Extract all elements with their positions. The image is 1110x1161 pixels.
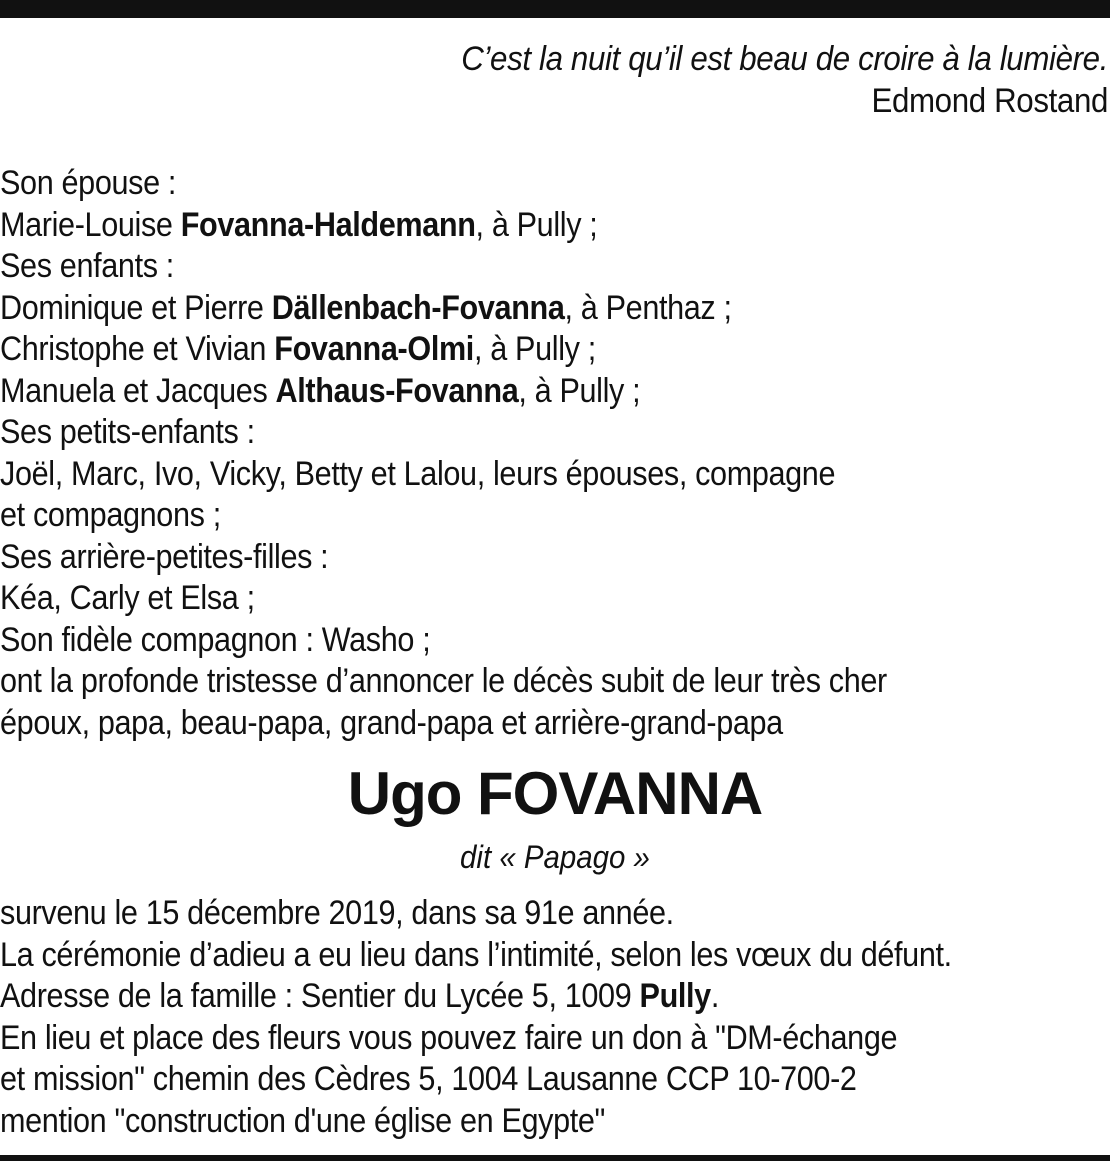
child-suffix: , à Pully ; bbox=[473, 330, 596, 368]
death-line: survenu le 15 décembre 2019, dans sa 91e année. bbox=[0, 894, 674, 932]
spouse-heading: Son épouse : bbox=[0, 164, 177, 202]
child-line bbox=[0, 329, 887, 371]
pet-line: Son fidèle compagnon : Washo ; bbox=[0, 620, 431, 659]
donation-line: En lieu et place des fleurs vous pouvez faire un don à "DM-échange bbox=[0, 1018, 898, 1057]
address-line bbox=[0, 976, 952, 1018]
great-grandchildren-heading: Ses arrière-petites-filles : bbox=[0, 537, 329, 576]
child-last: Fovanna-Olmi bbox=[274, 330, 474, 368]
deceased-name: Ugo FOVANNA bbox=[347, 760, 763, 827]
details-block bbox=[0, 893, 952, 1142]
announcement-line: ont la profonde tristesse d’annoncer le décès subit de leur très cher bbox=[0, 662, 887, 700]
child-suffix: , à Pully ; bbox=[518, 371, 641, 410]
ceremony-line: La cérémonie d’adieu a eu lieu dans l’intimité, selon les vœux du défunt. bbox=[0, 935, 952, 974]
epigraph-author: Edmond Rostand bbox=[871, 82, 1108, 120]
bottom-rule bbox=[0, 1155, 1110, 1161]
spouse-suffix: , à Pully ; bbox=[475, 205, 598, 244]
child-last: Dällenbach-Fovanna bbox=[271, 288, 565, 327]
child-line bbox=[0, 288, 887, 330]
address-city: Pully bbox=[639, 977, 711, 1015]
spouse-last: Fovanna-Haldemann bbox=[180, 205, 476, 244]
child-first: Dominique et Pierre bbox=[0, 288, 272, 327]
spouse-first: Marie-Louise bbox=[0, 205, 181, 244]
spouse-line bbox=[0, 205, 887, 247]
address-suffix: . bbox=[710, 977, 719, 1015]
child-suffix: , à Penthaz ; bbox=[564, 288, 732, 327]
grandchildren-heading: Ses petits-enfants : bbox=[0, 413, 255, 451]
top-rule bbox=[0, 0, 1110, 18]
epigraph-text: C’est la nuit qu’il est beau de croire à la lumière. bbox=[461, 40, 1108, 78]
child-first: Manuela et Jacques bbox=[0, 371, 276, 410]
address-prefix: Adresse de la famille : Sentier du Lycée 5, 1009 bbox=[0, 977, 640, 1015]
child-line bbox=[0, 371, 887, 413]
family-list bbox=[0, 163, 887, 744]
epigraph bbox=[461, 38, 1108, 122]
announcement-line: époux, papa, beau-papa, grand-papa et arrière-grand-papa bbox=[0, 703, 783, 742]
deceased-nickname: dit « Papago » bbox=[460, 839, 650, 875]
grandchildren-line: et compagnons ; bbox=[0, 496, 221, 534]
donation-line: et mission" chemin des Cèdres 5, 1004 Lausanne CCP 10-700-2 bbox=[0, 1060, 857, 1098]
great-grandchildren-line: Kéa, Carly et Elsa ; bbox=[0, 579, 255, 617]
children-heading: Ses enfants : bbox=[0, 247, 174, 285]
donation-line: mention "construction d'une église en Egypte" bbox=[0, 1101, 606, 1140]
child-last: Althaus-Fovanna bbox=[275, 371, 519, 410]
child-first: Christophe et Vivian bbox=[0, 330, 275, 368]
grandchildren-line: Joël, Marc, Ivo, Vicky, Betty et Lalou, leurs épouses, compagne bbox=[0, 454, 836, 493]
